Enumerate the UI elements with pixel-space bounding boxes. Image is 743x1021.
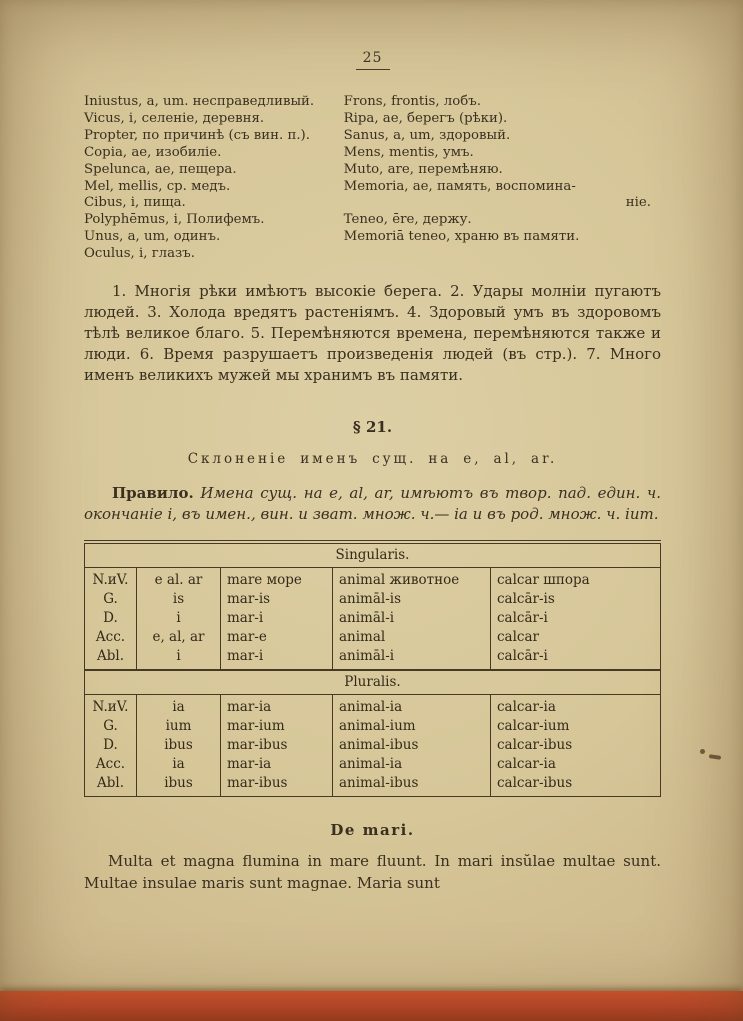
rule-paragraph — [84, 483, 661, 525]
table-cell: animal животное — [333, 568, 491, 591]
vocabulary-left-column — [84, 94, 344, 263]
reading-paragraph: Multa et magna flumina in mare fluunt. In mari insŭlae multae sunt. Multae insulae maris sunt magnae. Maria sunt — [84, 852, 661, 892]
page-number-rule — [356, 69, 390, 70]
table-cell: ibus — [137, 774, 221, 797]
table-cell: e al. ar — [137, 568, 221, 591]
table-cell: Acc. — [95, 629, 126, 646]
vocab-entry: Sanus, a, um, здоровый. — [343, 127, 511, 143]
rule-text: Имена сущ. на e, al, ar, имѣютъ въ твор. пад. един. ч. окончаніе i, въ имен., вин. и зват. множ. ч.— ia и въ род. множ. ч. ium. — [84, 484, 661, 524]
table-cell: Abl. — [97, 648, 124, 665]
table-section-singularis — [85, 542, 661, 568]
table-cell: calcar-ia — [491, 695, 661, 718]
table-section-pluralis — [85, 670, 661, 695]
vocab-entry: Copia, ae, изобиліе. — [84, 144, 222, 160]
table-row — [85, 590, 661, 609]
table-cell: Acc. — [95, 756, 126, 773]
table-cell: ibus — [137, 736, 221, 755]
declension-table — [84, 540, 661, 797]
table-row — [85, 647, 661, 670]
table-cell: mar-ibus — [221, 736, 333, 755]
table-cell: calcar-ibus — [491, 736, 661, 755]
table-cell: Abl. — [97, 775, 124, 792]
table-cell: mar-ia — [221, 755, 333, 774]
table-cell: animāl-i — [333, 647, 491, 670]
rule-lead: Правило. — [112, 484, 194, 503]
vocab-entry: ніе. — [625, 195, 651, 211]
vocabulary-list — [84, 94, 661, 263]
table-cell: calcar-ia — [491, 755, 661, 774]
table-cell: animal-ibus — [333, 736, 491, 755]
table-cell: mar-is — [221, 590, 333, 609]
vocab-entry: Teneo, ēre, держу. — [343, 212, 472, 228]
table-cell: mar-i — [221, 609, 333, 628]
table-cell: animāl-is — [333, 590, 491, 609]
table-cell: calcar-ium — [491, 717, 661, 736]
vocab-entry: Mens, mentis, умъ. — [343, 144, 474, 160]
table-row — [85, 568, 661, 591]
ink-speck-dot — [700, 749, 705, 754]
table-cell: mar-ia — [221, 695, 333, 718]
table-cell: calcar — [491, 628, 661, 647]
table-section-label: Pluralis. — [85, 670, 661, 695]
table-cell: calcar-ibus — [491, 774, 661, 797]
page-number: 25 — [362, 50, 383, 66]
table-cell: D. — [103, 737, 118, 754]
table-cell: calcar шпора — [491, 568, 661, 591]
table-cell: animal-ium — [333, 717, 491, 736]
table-row — [85, 717, 661, 736]
table-row — [85, 609, 661, 628]
table-cell: calcār-i — [491, 609, 661, 628]
vocab-entry: Frons, frontis, лобъ. — [343, 94, 481, 109]
table-cell: animal-ia — [333, 755, 491, 774]
reading-title: De mari. — [330, 821, 415, 840]
table-cell: N.иV. — [92, 699, 129, 716]
table-cell: mar-ibus — [221, 774, 333, 797]
table-cell: mar-ium — [221, 717, 333, 736]
table-cell: N.иV. — [92, 572, 129, 589]
table-cell: is — [137, 590, 221, 609]
vocab-entry: Propter, по причинѣ (съ вин. п.). — [84, 127, 310, 143]
section-number: § 21. — [352, 418, 393, 437]
vocab-entry: Memoriā teneo, храню въ памяти. — [343, 229, 580, 245]
vocabulary-right-column — [344, 94, 661, 263]
vocab-entry: Mel, mellis, ср. медъ. — [84, 178, 231, 194]
table-cell: e, al, ar — [137, 628, 221, 647]
section-title: Склоненіе именъ сущ. на e, al, ar. — [187, 451, 558, 468]
table-cell: animal-ibus — [333, 774, 491, 797]
table-row — [85, 774, 661, 797]
vocab-entry: Muto, are, перемѣняю. — [343, 161, 503, 177]
table-cell: ia — [137, 695, 221, 718]
table-cell: G. — [103, 591, 118, 608]
table-cell: calcār-is — [491, 590, 661, 609]
vocab-entry: Polyphēmus, i, Полифемъ. — [84, 212, 265, 228]
table-row — [85, 695, 661, 718]
table-cell: calcār-i — [491, 647, 661, 670]
table-cell: ium — [137, 717, 221, 736]
vocab-entry: Unus, a, um, одинъ. — [84, 229, 221, 245]
table-cell: i — [137, 609, 221, 628]
table-cell: i — [137, 647, 221, 670]
table-section-label: Singularis. — [85, 542, 661, 568]
vocab-entry: Spelunca, ae, пещера. — [84, 161, 237, 177]
table-cell: mare море — [221, 568, 333, 591]
table-cell: animāl-i — [333, 609, 491, 628]
table-row — [85, 628, 661, 647]
vocab-entry: Iniustus, a, um. несправедливый. — [84, 94, 315, 109]
exercise-paragraph: 1. Многія рѣки имѣютъ высокіе берега. 2. Удары молніи пугаютъ людей. 3. Холода вредятъ растеніямъ. 4. Здоровый умъ въ здоровомъ тѣлѣ великое благо. 5. Перемѣняются времена, перемѣняются также и люди. 6. Время разрушаетъ произведенія людей (въ стр.). 7. Много именъ великихъ мужей мы хранимъ въ памяти. — [84, 282, 661, 385]
vocab-entry: Ripa, ae, берегъ (рѣки). — [343, 110, 508, 126]
vocab-entry: Vicus, i, селеніе, деревня. — [84, 110, 265, 126]
table-cell: mar-e — [221, 628, 333, 647]
table-cell: D. — [103, 610, 118, 627]
book-cover-edge — [0, 991, 743, 1021]
table-cell: G. — [103, 718, 118, 735]
table-row — [85, 755, 661, 774]
vocab-entry: Oculus, i, глазъ. — [84, 246, 195, 262]
table-cell: animal-ia — [333, 695, 491, 718]
vocab-entry: Memoria, ae, память, воспомина- — [343, 178, 576, 194]
table-cell: animal — [333, 628, 491, 647]
vocab-entry: Cibus, i, пища. — [84, 195, 186, 211]
table-cell: ia — [137, 755, 221, 774]
table-cell: mar-i — [221, 647, 333, 670]
table-row — [85, 736, 661, 755]
